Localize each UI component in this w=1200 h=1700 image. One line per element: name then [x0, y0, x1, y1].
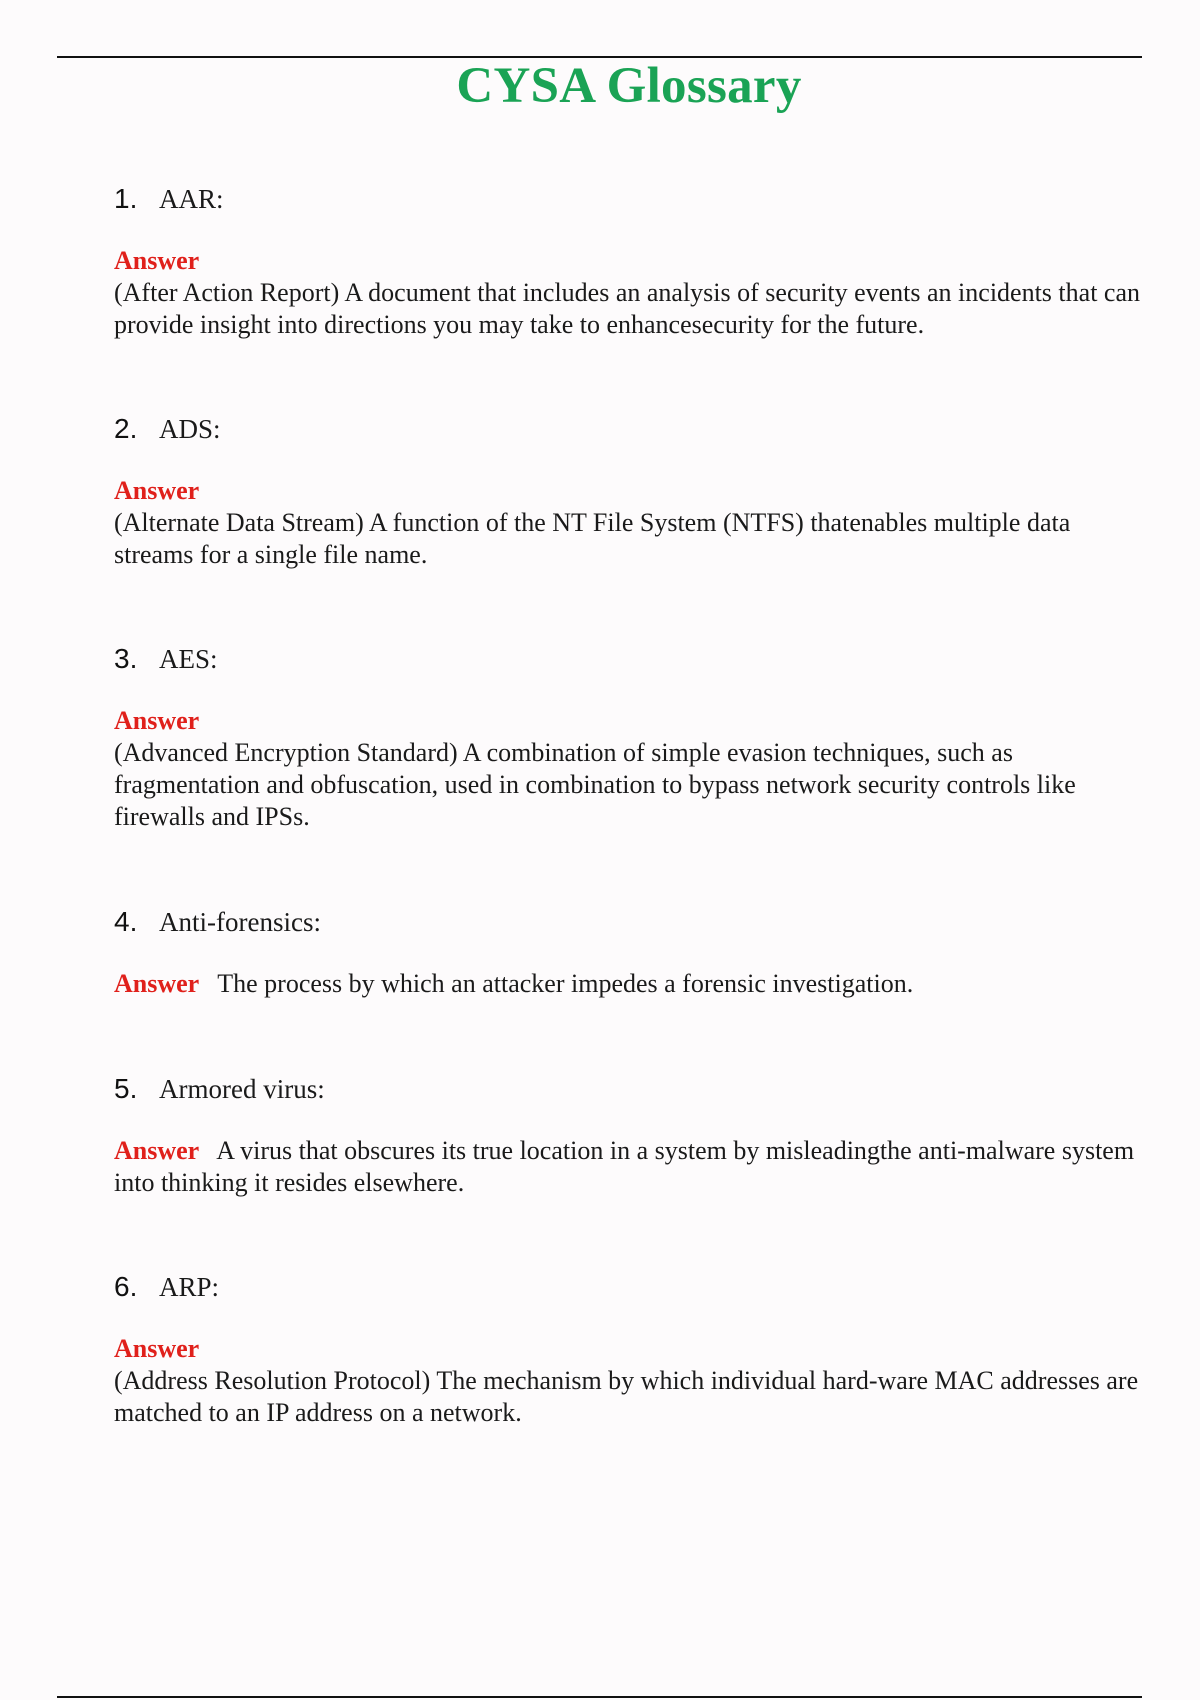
definition: (Address Resolution Protocol) The mechanism by which individual hard-ware MAC addresses are matched to an IP address on a network. [114, 1366, 1139, 1427]
page-title: CYSA Glossary [456, 58, 802, 114]
term-line [114, 1271, 1154, 1311]
bottom-rule [57, 1696, 1142, 1698]
answer-block [114, 245, 1154, 341]
term-line [114, 906, 1154, 946]
definition: (Advanced Encryption Standard) A combination of simple evasion techniques, such as fragmentation and obfuscation, used in combination to bypass network security controls like firewalls and IPSs. [114, 738, 1076, 831]
glossary-entry [114, 183, 1154, 341]
entry-number: 3. [114, 643, 138, 674]
term-line [114, 643, 1154, 683]
answer-label: Answer [114, 1334, 200, 1363]
entry-number: 2. [114, 413, 138, 444]
glossary-entry [114, 413, 1154, 571]
entry-number: 5. [114, 1073, 138, 1104]
answer-label: Answer [114, 476, 200, 505]
answer-block [114, 968, 1154, 1000]
term: Anti-forensics: [159, 907, 321, 937]
answer-block [114, 705, 1154, 833]
entry-number: 6. [114, 1271, 138, 1302]
term: Armored virus: [159, 1074, 325, 1104]
answer-label: Answer [114, 246, 200, 275]
answer-label: Answer [114, 706, 200, 735]
glossary-entry [114, 1271, 1154, 1429]
entry-number: 1. [114, 183, 138, 214]
glossary-entry [114, 643, 1154, 833]
answer-label: Answer [114, 1136, 200, 1165]
entry-number: 4. [114, 906, 138, 937]
answer-block [114, 1135, 1154, 1199]
answer-label: Answer [114, 969, 200, 998]
answer-block [114, 1333, 1154, 1429]
term: AES: [159, 644, 218, 674]
term-line [114, 183, 1154, 223]
definition: (After Action Report) A document that includes an analysis of security events an incidents that can provide insight into directions you may take to enhancesecurity for the future. [114, 278, 1140, 339]
term-line [114, 1073, 1154, 1113]
term: ARP: [159, 1272, 220, 1302]
definition: The process by which an attacker impedes a forensic investigation. [217, 969, 914, 998]
glossary-entry [114, 906, 1154, 1000]
definition: A virus that obscures its true location in a system by misleadingthe anti-malware system into thinking it resides elsewhere. [114, 1136, 1135, 1197]
term-line [114, 413, 1154, 453]
term: ADS: [159, 414, 221, 444]
glossary-entry [114, 1073, 1154, 1199]
answer-block [114, 475, 1154, 571]
definition: (Alternate Data Stream) A function of the NT File System (NTFS) thatenables multiple data streams for a single file name. [114, 508, 1071, 569]
term: AAR: [159, 184, 224, 214]
